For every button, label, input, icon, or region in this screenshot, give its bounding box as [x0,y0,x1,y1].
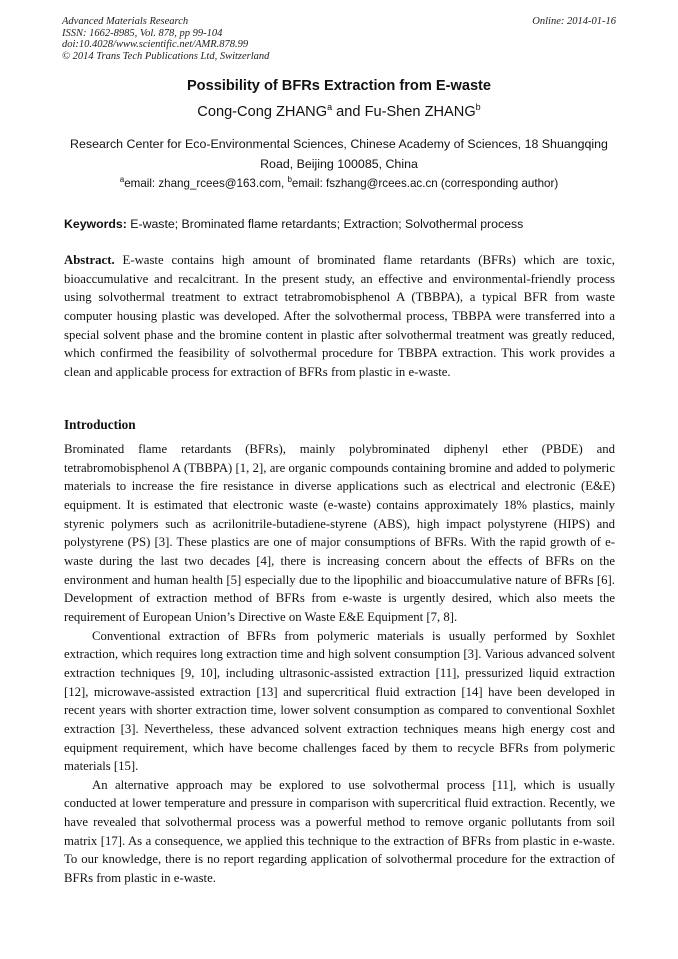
author-1-affil-mark: a [327,102,333,112]
paragraph-3: An alternative approach may be explored to use solvothermal process [11], which is usually conducted at lower temperature and pressure in comparison with supercritical fluid extraction. Recently, we have revealed that solvothermal process was a powerful method to remove organic pollutants from soil matrix [17]. As a consequence, we applied this technique to the extraction of BFRs from plastic in e-waste. To our knowledge, there is no report regarding application of solvothermal procedure for the extraction of BFRs from plastic in e-waste. [64,777,615,886]
email-b-mark: b [287,175,292,184]
paper-title: Possibility of BFRs Extraction from E-waste [186,78,492,94]
copyright-line: © 2014 Trans Tech Publications Ltd, Switzerland [62,50,270,62]
email-line [62,177,616,190]
email-b: email: fszhang@rcees.ac.cn (corresponding author) [291,177,559,190]
introduction-body [64,440,615,888]
author-connector: and [332,104,365,120]
author-2-affil-mark: b [475,102,481,112]
abstract-text: E-waste contains high amount of brominated flame retardants (BFRs) which are toxic, bioaccumulative and recalcitrant. In the present study, an effective and environmental-friendly process using solvothermal treatment to extract tetrabromobisphenol A (TBBPA), a typical BFR from waste computer housing plastic was developed. After the solvothermal process, TBBPA were transferred into a special solvent phase and the bromine content in plastic after solvothermal treatment was greatly reduced, which confirmed the feasibility of solvothermal procedure for TBBPA extraction. This work provides a clean and applicable process for extraction of BFRs from plastic in e-waste. [64,253,615,379]
journal-header [62,16,616,62]
abstract [64,251,615,382]
paragraph-2: Conventional extraction of BFRs from polymeric materials is usually performed by Soxhlet extraction, which requires long extraction time and high solvent consumption [3]. Various advanced solvent extraction techniques [9, 10], including ultrasonic-assisted extraction [11], pressurized liquid extraction [12], microwave-assisted extraction [13] and supercritical fluid extraction [14] have been developed in recent years with shorter extraction time, lower solvent consumption as compared to conventional Soxhlet extraction [3]. Nevertheless, these advanced solvent extraction techniques means high energy cost and equipment requirement, which have become challenges faced by them to recycle BFRs from polymeric materials [15]. [64,628,615,774]
author-2: Fu-Shen ZHANG [364,104,476,120]
author-1: Cong-Cong ZHANG [197,104,328,120]
abstract-label: Abstract. [64,253,115,267]
affiliation: Research Center for Eco-Environmental Sciences, Chinese Academy of Sciences, 18 Shuangqing Road, Beijing 100085, China [70,137,608,171]
email-a: email: zhang_rcees@163.com, [124,177,288,190]
section-heading-introduction: Introduction [64,417,136,432]
online-date: Online: 2014-01-16 [532,16,616,27]
keywords [64,217,616,231]
doi-line: doi:10.4028/www.scientific.net/AMR.878.99 [62,39,249,51]
issn-line: ISSN: 1662-8985, Vol. 878, pp 99-104 [62,27,223,39]
email-a-mark: a [119,175,125,184]
journal-name: Advanced Materials Research [62,16,189,27]
author-line [62,104,616,120]
paragraph-1: Brominated flame retardants (BFRs), mainly polybrominated diphenyl ether (PBDE) and tetrabromobisphenol A (TBBPA) [1, 2], are organic compounds containing bromine and added to polymeric materials to increase the fire resistance in diverse applications such as electrical and electronic (E&E) equipment. It is estimated that electronic waste (e-waste) contains approximately 18% plastics, mainly styrenic polymers such as acrilonitrile-butadiene-styrene (ABS), high impact polystyrene (HIPS) and polystyrene (PS) [3]. These plastics are one of major consumptions of BFRs. With the rapid growth of e-waste during the last two decades [4], there is increasing concern about the effects of BFRs on the environment and human health [5] especially due to the lipophilic and bioaccumulative nature of BFRs [6]. Development of extraction method of BFRs from e-waste is urgently desired, which also meets the requirement of European Union’s Directive on Waste E&E Equipment [7, 8]. [64,442,615,624]
keywords-label: Keywords: [64,217,127,231]
keywords-text: E-waste; Brominated flame retardants; Extraction; Solvothermal process [126,217,524,231]
